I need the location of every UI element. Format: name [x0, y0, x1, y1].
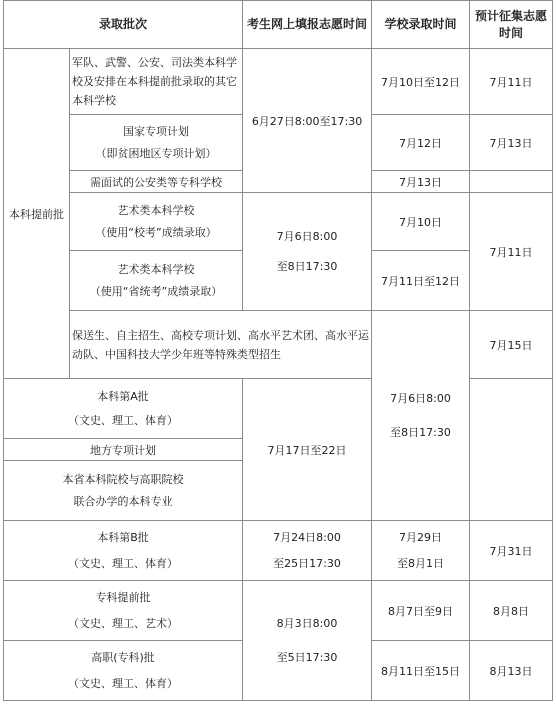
category-cell: 需面试的公安类等专科学校	[70, 171, 243, 193]
header-batch: 录取批次	[4, 1, 243, 49]
report-time-cell	[243, 581, 372, 701]
category-cell	[70, 115, 243, 171]
table-row	[4, 311, 553, 379]
report-time-line: 至5日17:30	[276, 650, 338, 664]
solicit-time-cell: 7月11日	[470, 193, 553, 311]
category-line: 联合办学的本科专业	[73, 494, 173, 508]
category-line: 艺术类本科学校	[117, 262, 195, 276]
solicit-time-cell: 7月31日	[470, 521, 553, 581]
report-time-line: 7月6日8:00	[276, 229, 338, 243]
category-cell: 保送生、自主招生、高校专项计划、高水平艺术团、高水平运动队、中国科技大学少年班等特殊类型招生	[70, 311, 372, 379]
category-line: （使用“校考”成绩录取）	[95, 225, 217, 239]
category-cell	[4, 379, 243, 439]
admission-time-cell	[372, 521, 470, 581]
category-line: （使用“省统考”成绩录取）	[89, 284, 223, 298]
category-cell	[4, 581, 243, 641]
category-cell	[4, 641, 243, 701]
solicit-time-cell	[470, 171, 553, 193]
solicit-time-cell: 7月11日	[470, 49, 553, 115]
report-time-line: 至25日17:30	[273, 556, 341, 570]
report-time-line: 7月24日8:00	[273, 530, 341, 544]
table-row	[4, 521, 553, 581]
report-time-cell	[243, 521, 372, 581]
admission-time-cell: 7月10日至12日	[372, 49, 470, 115]
header-solicit-time: 预计征集志愿时间	[470, 1, 553, 49]
header-report-time: 考生网上填报志愿时间	[243, 1, 372, 49]
category-cell: 军队、武警、公安、司法类本科学校及安排在本科提前批录取的其它本科学校	[70, 49, 243, 115]
report-time-line: 至8日17:30	[390, 425, 451, 439]
category-line: 艺术类本科学校	[117, 203, 195, 217]
category-line: （文史、理工、体育）	[68, 556, 178, 570]
category-cell	[70, 193, 243, 251]
table-row	[4, 193, 553, 251]
report-time-cell: 6月27日8:00至17:30	[243, 49, 372, 193]
solicit-time-cell: 7月13日	[470, 115, 553, 171]
category-line: 专科提前批	[95, 590, 151, 604]
table-row	[4, 379, 553, 439]
category-cell	[4, 461, 243, 521]
category-cell: 地方专项计划	[4, 439, 243, 461]
category-line: 国家专项计划	[123, 124, 189, 138]
admission-time-cell: 7月10日	[372, 193, 470, 251]
admission-schedule-table	[3, 0, 553, 701]
admission-time-cell: 8月7日至9日	[372, 581, 470, 641]
admission-time-cell: 7月12日	[372, 115, 470, 171]
table-row	[4, 49, 553, 115]
admission-time-line: 7月29日	[399, 530, 443, 544]
admission-time-line: 至8月1日	[397, 556, 445, 570]
admission-time-cell: 7月11日至12日	[372, 251, 470, 311]
category-line: 高职(专科)批	[91, 650, 155, 664]
admission-time-cell: 7月13日	[372, 171, 470, 193]
category-line: 本科第A批	[97, 389, 149, 403]
table-row	[4, 581, 553, 641]
group-label-early: 本科提前批	[4, 49, 70, 379]
category-line: （文史、理工、艺术）	[68, 616, 178, 630]
category-line: （文史、理工、体育）	[68, 413, 178, 427]
solicit-time-cell: 8月8日	[470, 581, 553, 641]
header-row	[4, 1, 553, 49]
solicit-time-cell: 8月13日	[470, 641, 553, 701]
category-cell	[4, 521, 243, 581]
report-time-cell	[243, 193, 372, 311]
category-line: 本省本科院校与高职院校	[62, 472, 184, 486]
category-line: （即贫困地区专项计划）	[95, 146, 217, 160]
report-time-cell	[372, 311, 470, 521]
header-admission-time: 学校录取时间	[372, 1, 470, 49]
category-line: 本科第B批	[97, 530, 149, 544]
admission-time-cell: 8月11日至15日	[372, 641, 470, 701]
report-time-line: 至8日17:30	[276, 259, 338, 273]
admission-time-cell: 7月15日	[470, 311, 553, 379]
report-time-line: 7月6日8:00	[390, 391, 451, 405]
category-line: （文史、理工、体育）	[68, 676, 178, 690]
report-time-line: 8月3日8:00	[276, 616, 338, 630]
category-cell	[70, 251, 243, 311]
admission-time-cell: 7月17日至22日	[243, 379, 372, 521]
